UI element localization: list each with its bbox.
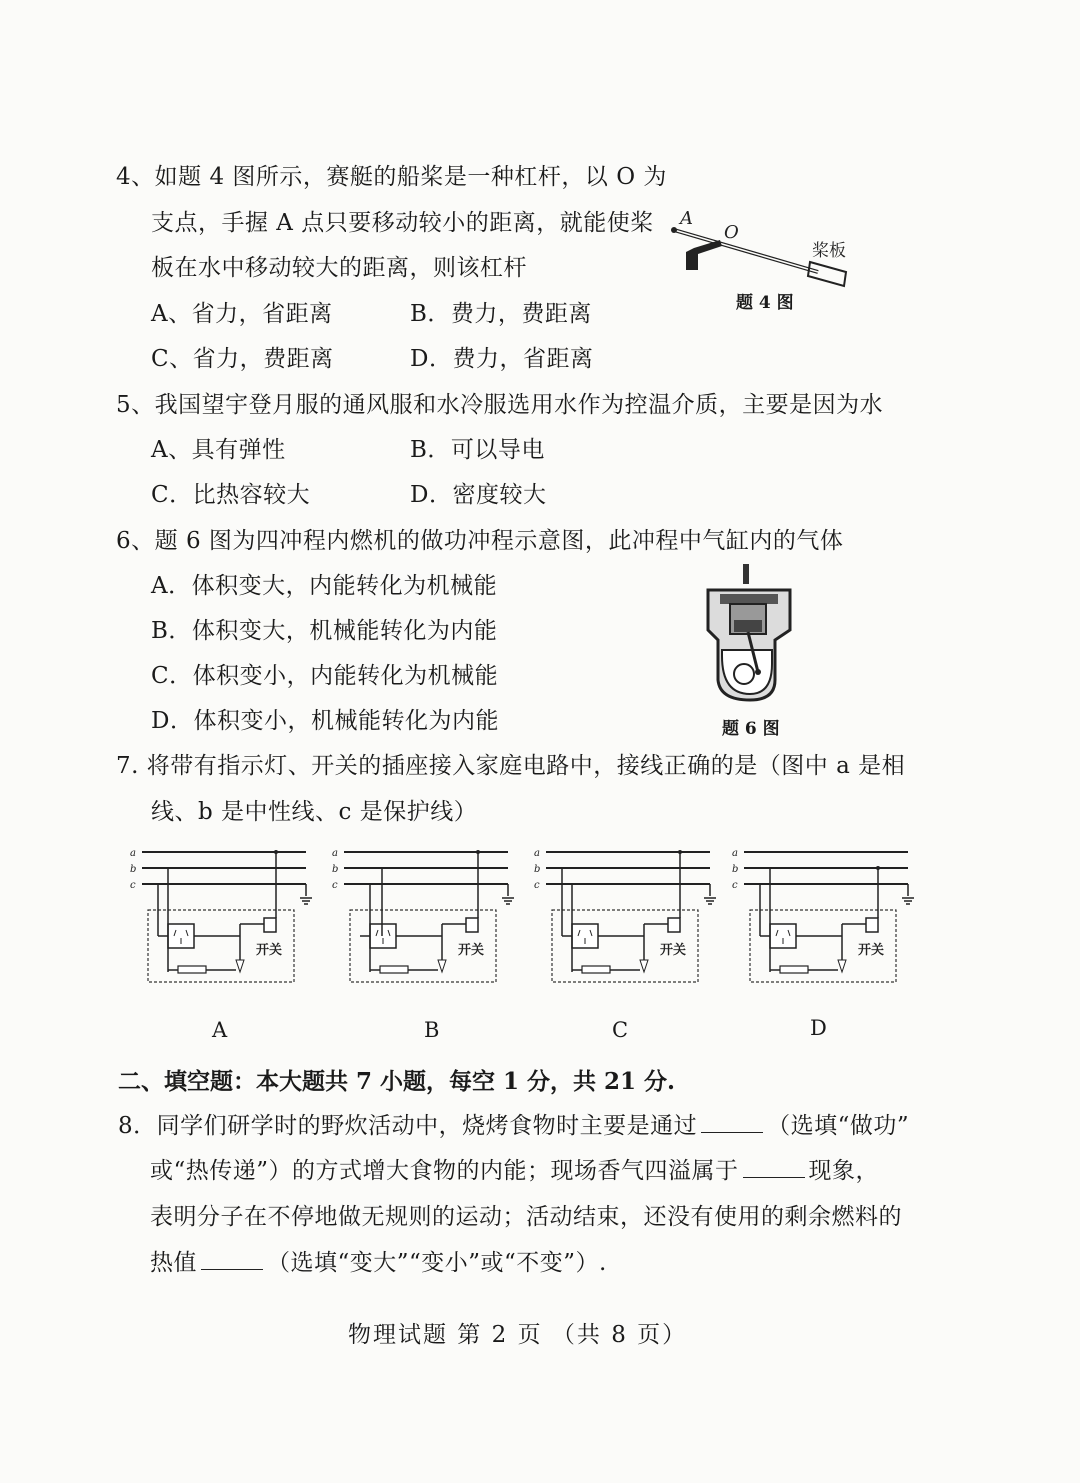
circuit-a — [128, 842, 313, 987]
q5-option-a: A、具有弹性 — [151, 437, 286, 463]
choice-b-label: B — [424, 1018, 440, 1042]
wire-label-a: a — [332, 848, 338, 859]
section-title: 二、填空题：本大题共 7 小题，每空 1 分，共 21 分. — [118, 1068, 676, 1095]
choice-a-label: A — [212, 1018, 228, 1042]
switch-label: 开关 — [660, 943, 687, 958]
q8-line4: 热值 （选填“变大”“变小”或“不变”）. — [150, 1250, 607, 1276]
q5-option-b: B．可以导电 — [410, 437, 545, 463]
q4-line2: 支点，手握 A 点只要移动较小的距离，就能使桨 — [151, 210, 654, 236]
q6-option-b: B．体积变大，机械能转化为内能 — [151, 618, 498, 644]
circuit-b — [330, 842, 515, 987]
q4-line3: 板在水中移动较大的距离，则该杠杆 — [151, 255, 527, 281]
oar-label-blade: 桨板 — [812, 241, 846, 261]
q4-line1: 4、如题 4 图所示，赛艇的船桨是一种杠杆，以 O 为 — [116, 164, 667, 190]
q6-option-d: D．体积变小，机械能转化为内能 — [151, 708, 499, 734]
q5-line1: 5、我国望宇登月服的通风服和水冷服选用水作为控温介质，主要是因为水 — [116, 392, 884, 418]
q6-line1: 6、题 6 图为四冲程内燃机的做功冲程示意图，此冲程中气缸内的气体 — [116, 528, 844, 554]
circuit-c — [532, 842, 717, 987]
blank-2 — [743, 1159, 805, 1178]
q5-option-d: D．密度较大 — [410, 482, 547, 508]
q4-option-b: B．费力，费距离 — [410, 301, 592, 327]
wire-label-c: c — [534, 880, 540, 891]
fig6-caption: 题 6 图 — [722, 719, 780, 739]
choice-d-label: D — [810, 1016, 827, 1040]
fig4-caption: 题 4 图 — [736, 293, 794, 313]
q7-line2: 线、b 是中性线、c 是保护线） — [151, 799, 478, 825]
wire-label-c: c — [332, 880, 338, 891]
wire-label-c: c — [130, 880, 136, 891]
oar-label-a: A — [680, 208, 693, 229]
q4-option-a: A、省力，省距离 — [151, 301, 333, 327]
wire-label-a: a — [130, 848, 136, 859]
q6-option-a: A．体积变大，内能转化为机械能 — [151, 573, 498, 599]
oar-label-o: O — [724, 222, 739, 243]
blank-3 — [201, 1251, 263, 1270]
wire-label-b: b — [732, 864, 739, 875]
wire-label-c: c — [732, 880, 738, 891]
switch-label: 开关 — [858, 943, 885, 958]
switch-label: 开关 — [458, 943, 485, 958]
blank-1 — [701, 1114, 763, 1133]
wire-label-b: b — [130, 864, 137, 875]
wire-label-b: b — [534, 864, 541, 875]
wire-label-b: b — [332, 864, 339, 875]
q7-line1: 7. 将带有指示灯、开关的插座接入家庭电路中，接线正确的是（图中 a 是相 — [116, 753, 906, 779]
wire-label-a: a — [534, 848, 540, 859]
q4-option-d: D．费力，省距离 — [410, 346, 594, 372]
engine-figure — [700, 560, 800, 710]
q6-option-c: C．体积变小，内能转化为机械能 — [151, 663, 499, 689]
q8-line3: 表明分子在不停地做无规则的运动；活动结束，还没有使用的剩余燃料的 — [150, 1204, 902, 1230]
circuit-d — [730, 842, 915, 987]
page-footer: 物理试题 第 2 页 （共 8 页） — [348, 1322, 688, 1348]
choice-c-label: C — [612, 1018, 629, 1042]
wire-label-a: a — [732, 848, 738, 859]
q5-option-c: C．比热容较大 — [151, 482, 311, 508]
q8-line1: 8．同学们研学时的野炊活动中，烧烤食物时主要是通过 （选填“做功” — [118, 1113, 910, 1139]
q8-line2: 或“热传递”）的方式增大食物的内能；现场香气四溢属于 现象， — [150, 1158, 880, 1184]
q4-option-c: C、省力，费距离 — [151, 346, 334, 372]
switch-label: 开关 — [256, 943, 283, 958]
